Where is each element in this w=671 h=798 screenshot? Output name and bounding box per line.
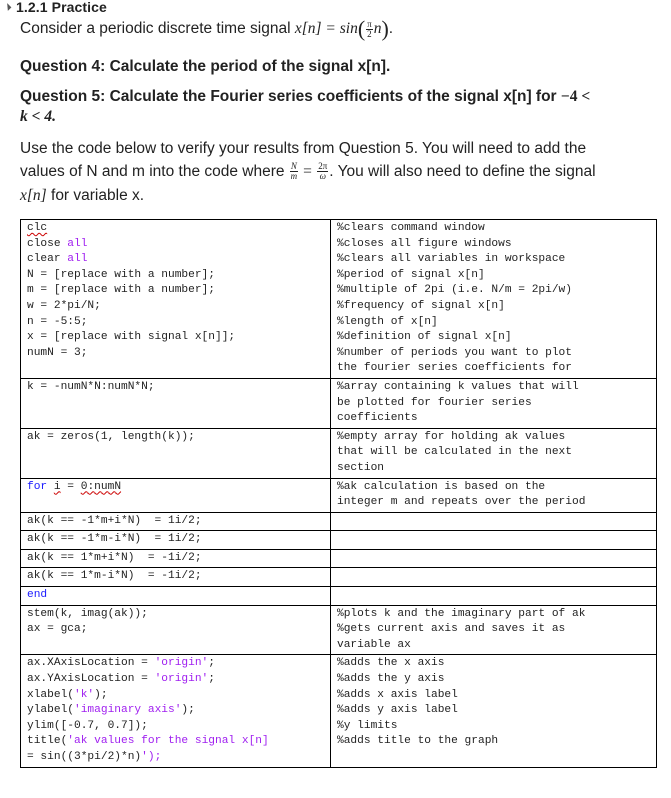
code-line: ak = zeros(1, length(k)); — [27, 430, 195, 443]
instructions-line-3: x[n] for variable x. — [20, 187, 145, 204]
code-line: ak(k == 1*m-i*N) = -1i/2; — [27, 570, 202, 583]
comment-line: %clears all variables in workspace — [337, 253, 566, 266]
comment-cell — [331, 478, 657, 512]
code-row — [21, 378, 657, 428]
code-line: stem(k, imag(ak)); — [27, 607, 148, 620]
comment-line — [337, 514, 652, 530]
comment-line — [337, 551, 652, 567]
comment-line: %array containing k values that will — [337, 380, 579, 393]
intro-paragraph: Consider a periodic discrete time signal x[n] = sin( $\frac{\pi}{2}$ n). — [20, 16, 394, 41]
comment-cell — [331, 531, 657, 550]
code-line: ak(k == -1*m+i*N) = 1i/2; — [27, 514, 202, 527]
comment-line: be plotted for fourier series — [337, 396, 532, 409]
code-line: for i = 0:numN — [27, 480, 122, 493]
comment-line: coefficients — [337, 412, 418, 425]
comment-line: %plots k and the imaginary part of ak — [337, 607, 586, 620]
comment-line: %frequency of signal x[n] — [337, 299, 505, 312]
comment-line: %number of periods you want to plot — [337, 346, 572, 359]
comment-line: integer m and repeats over the period — [337, 496, 586, 509]
code-cell — [21, 428, 331, 478]
comment-line: %definition of signal x[n] — [337, 331, 512, 344]
collapse-triangle-icon[interactable] — [4, 3, 12, 11]
code-line: w = 2*pi/N; — [27, 299, 101, 312]
signal-definition: x[n] = sin — [294, 20, 358, 38]
code-cell — [21, 568, 331, 587]
comment-line: %ak calculation is based on the — [337, 480, 546, 493]
code-line: clear all — [27, 253, 88, 266]
2pi-over-omega-fraction: $\frac{2\pi}{\omega}$ — [318, 161, 328, 182]
code-cell — [21, 478, 331, 512]
code-row — [21, 512, 657, 531]
comment-line: section — [337, 461, 384, 474]
comment-cell — [331, 220, 657, 379]
code-line: x = [replace with signal x[n]]; — [27, 331, 236, 344]
code-line: n = -5:5; — [27, 315, 88, 328]
code-cell — [21, 587, 331, 606]
code-line: ax = gca; — [27, 623, 88, 636]
question-5-range-end: k < 4. — [20, 108, 56, 125]
comment-cell — [331, 568, 657, 587]
comment-line: %gets current axis and saves it as — [337, 623, 566, 636]
code-row — [21, 531, 657, 550]
code-cell — [21, 549, 331, 568]
question-5: Question 5: Calculate the Fourier series coefficients of the signal x[n] for −4 < — [20, 88, 591, 105]
comment-line: %clears command window — [337, 222, 485, 234]
code-row — [21, 568, 657, 587]
comment-line: %y limits — [337, 719, 398, 732]
comment-line: %adds x axis label — [337, 688, 458, 701]
instructions-line-2: values of N and m into the code where $\frac{N}{m}$ = $\frac{2\pi}{\omega}$ . You will also need to define the signal — [20, 161, 596, 182]
code-cell — [21, 531, 331, 550]
code-row — [21, 478, 657, 512]
code-line: ax.XAxisLocation = 'origin'; — [27, 657, 215, 670]
comment-cell — [331, 605, 657, 655]
comment-line: that will be calculated in the next — [337, 446, 572, 459]
question-4: Question 4: Calculate the period of the signal x[n]. — [20, 58, 391, 75]
comment-line: %adds title to the graph — [337, 735, 499, 748]
code-line: ylabel('imaginary axis'); — [27, 704, 195, 717]
matlab-code-table — [20, 219, 657, 768]
comment-line: %multiple of 2pi (i.e. N/m = 2pi/w) — [337, 284, 572, 297]
comment-cell — [331, 512, 657, 531]
comment-cell — [331, 587, 657, 606]
code-line: ak(k == 1*m+i*N) = -1i/2; — [27, 551, 202, 564]
code-line: m = [replace with a number]; — [27, 284, 215, 297]
code-line: title('ak values for the signal x[n] — [27, 735, 269, 748]
section-header — [0, 0, 107, 14]
code-line: ylim([-0.7, 0.7]); — [27, 719, 148, 732]
code-row — [21, 428, 657, 478]
comment-line: the fourier series coefficients for — [337, 362, 572, 375]
code-cell — [21, 378, 331, 428]
comment-line: %length of x[n] — [337, 315, 438, 328]
n-over-m-fraction: $\frac{N}{m}$ — [290, 161, 298, 182]
comment-cell — [331, 378, 657, 428]
code-cell — [21, 605, 331, 655]
section-title: 1.2.1 Practice — [16, 0, 107, 15]
code-line: ak(k == -1*m-i*N) = 1i/2; — [27, 533, 202, 546]
comment-line — [337, 569, 652, 585]
instructions-line-1: Use the code below to verify your results from Question 5. You will need to add the — [20, 140, 587, 157]
comment-line: %adds the y axis — [337, 673, 445, 686]
comment-cell — [331, 655, 657, 767]
code-line: clc — [27, 222, 48, 234]
code-line: ax.YAxisLocation = 'origin'; — [27, 673, 215, 686]
comment-line — [337, 588, 652, 604]
comment-line: %adds the x axis — [337, 657, 445, 670]
comment-line: %period of signal x[n] — [337, 268, 485, 281]
code-cell — [21, 220, 331, 379]
code-row — [21, 587, 657, 606]
code-line: numN = 3; — [27, 346, 88, 359]
code-row — [21, 605, 657, 655]
comment-line: %adds y axis label — [337, 704, 458, 717]
comment-cell — [331, 549, 657, 568]
code-line: close all — [27, 237, 88, 250]
code-row — [21, 655, 657, 767]
code-line: end — [27, 589, 48, 602]
code-line: xlabel('k'); — [27, 688, 108, 701]
comment-line: variable ax — [337, 638, 411, 651]
code-line: k = -numN*N:numN*N; — [27, 380, 155, 393]
code-row — [21, 549, 657, 568]
comment-cell — [331, 428, 657, 478]
code-line: N = [replace with a number]; — [27, 268, 215, 281]
code-line: = sin((3*pi/2)*n)'); — [27, 751, 162, 763]
pi-over-2-fraction: $\frac{\pi}{2}$ — [367, 18, 372, 39]
comment-line: %empty array for holding ak values — [337, 430, 566, 443]
code-cell — [21, 655, 331, 767]
comment-line: %closes all figure windows — [337, 237, 512, 250]
comment-line — [337, 532, 652, 548]
code-cell — [21, 512, 331, 531]
code-row — [21, 220, 657, 379]
